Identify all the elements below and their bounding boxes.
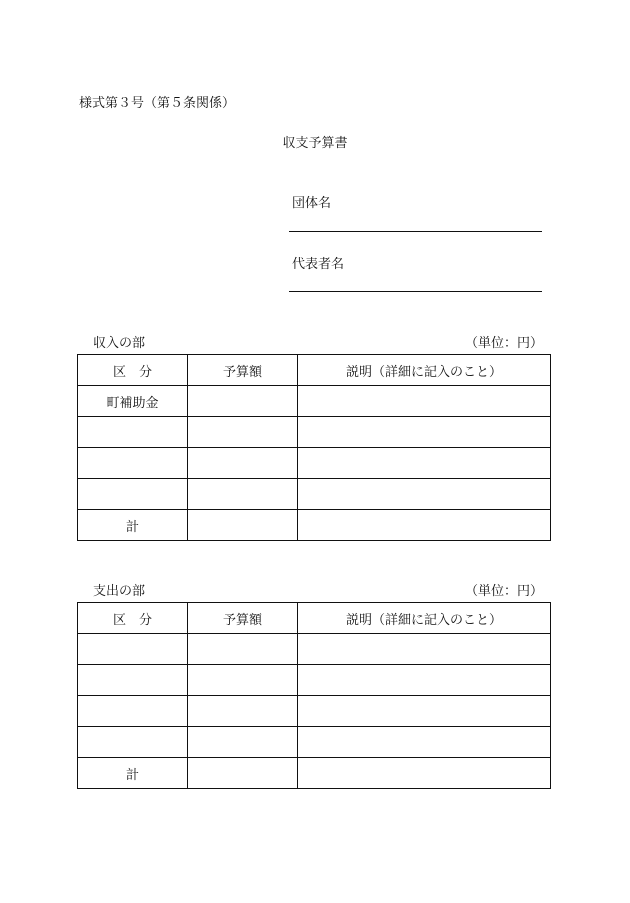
table-cell [298,479,551,510]
column-header-category: 区 分 [78,355,188,386]
representative-name-label: 代表者名 [292,257,345,272]
column-header-category: 区 分 [78,603,188,634]
column-header-description: 説明（詳細に記入のこと） [298,603,551,634]
table-cell [78,634,188,665]
representative-name-line [289,291,542,292]
income-table [77,354,551,541]
organization-name-line [289,231,542,232]
table-row [78,665,551,696]
table-cell [188,448,298,479]
table-cell [298,758,551,789]
table-cell [78,417,188,448]
table-cell [78,696,188,727]
table-cell [188,758,298,789]
table-cell [298,727,551,758]
table-cell [298,417,551,448]
form-number: 様式第３号（第５条関係） [79,96,236,111]
table-total-row [78,758,551,789]
table-row [78,696,551,727]
table-cell [188,417,298,448]
table-row [78,479,551,510]
table-cell [188,665,298,696]
table-cell [298,665,551,696]
column-header-description: 説明（詳細に記入のこと） [298,355,551,386]
table-cell [188,386,298,417]
table-cell [298,510,551,541]
expense-table [77,602,551,789]
income-section-title: 収入の部 [93,336,146,351]
table-cell [78,727,188,758]
column-header-budget: 予算額 [188,355,298,386]
table-row [78,417,551,448]
table-row [78,727,551,758]
expense-unit-label: （単位：円） [464,584,543,599]
table-cell [298,634,551,665]
table-header-row [78,355,551,386]
expense-section-title: 支出の部 [93,584,146,599]
table-cell [188,510,298,541]
table-cell [78,665,188,696]
table-row [78,448,551,479]
table-cell [298,448,551,479]
table-cell [188,479,298,510]
table-total-row [78,510,551,541]
table-row [78,386,551,417]
table-cell [78,479,188,510]
table-cell: 計 [78,510,188,541]
table-cell: 計 [78,758,188,789]
table-cell [298,696,551,727]
table-cell [188,696,298,727]
document-title: 収支予算書 [282,136,348,151]
table-cell [78,448,188,479]
table-cell [188,727,298,758]
income-unit-label: （単位：円） [464,336,543,351]
table-header-row [78,603,551,634]
table-cell [298,386,551,417]
table-row [78,634,551,665]
table-cell: 町補助金 [78,386,188,417]
column-header-budget: 予算額 [188,603,298,634]
table-cell [188,634,298,665]
organization-name-label: 団体名 [292,196,332,211]
